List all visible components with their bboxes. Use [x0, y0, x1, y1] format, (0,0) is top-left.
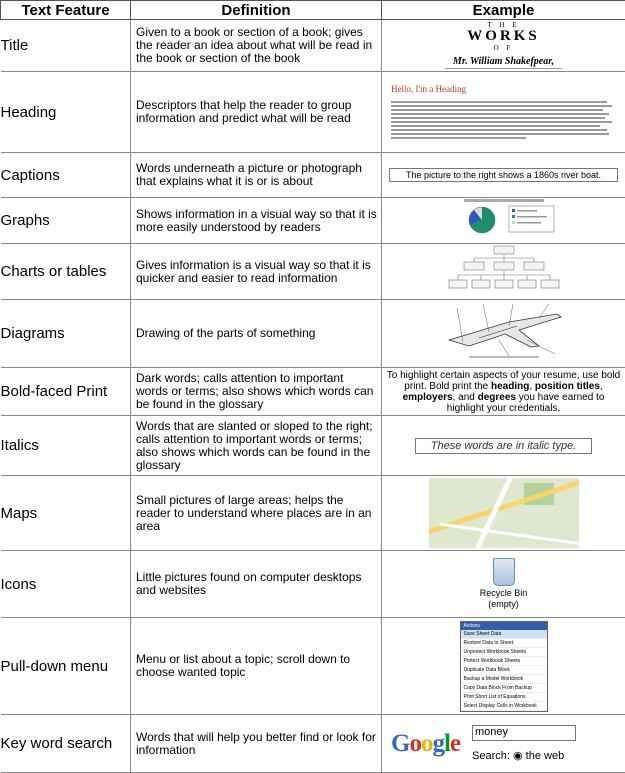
definition-cell: Shows information in a visual way so that it is more easily understood by readers [131, 198, 382, 244]
feature-cell: Heading [1, 72, 131, 153]
title-works: WORKS [385, 29, 622, 45]
table-row [1, 244, 625, 300]
definition-cell: Dark words; calls attention to important words or terms; also shows which words can be found in the glossary [131, 368, 382, 416]
google-logo: Google [391, 730, 460, 758]
heading-example [385, 82, 622, 143]
bold-print-example [385, 370, 622, 414]
table-row [1, 72, 625, 153]
table-row [1, 551, 625, 618]
bold-sep: , and [453, 392, 478, 403]
menu-item: Duplicate Data Block [461, 666, 547, 675]
menu-header: Actions [461, 622, 547, 630]
bold-text-pre: To highlight certain aspects of your resume, use bold print. Bold print the [387, 370, 620, 392]
definition-cell: Little pictures found on computer desktops and websites [131, 551, 382, 618]
example-cell [382, 551, 625, 618]
pulldown-menu-example [460, 621, 548, 712]
definition-cell: Menu or list about a topic; scroll down to choose wanted topic [131, 618, 382, 715]
definition-cell: Words underneath a picture or photograph that explains what it is or is about [131, 153, 382, 198]
example-cell [382, 416, 625, 476]
feature-cell: Title [1, 20, 131, 72]
feature-cell: Italics [1, 416, 131, 476]
header-example: Example [382, 1, 625, 20]
italic-example: These words are in italic type. [415, 438, 592, 454]
heading-example-body [391, 94, 616, 139]
recycle-bin-label: Recycle Bin [385, 588, 622, 599]
definition-cell: Drawing of the parts of something [131, 300, 382, 368]
recycle-bin-icon [493, 558, 515, 586]
header-definition: Definition [131, 1, 382, 20]
caption-example: The picture to the right shows a 1860s river boat. [389, 168, 618, 182]
example-cell [382, 244, 625, 300]
recycle-bin-state: (empty) [385, 599, 622, 610]
bold-text-post: you have earned to highlight your credentials. [447, 392, 605, 414]
bold-sep: , [600, 381, 603, 392]
bold-word: degrees [478, 392, 516, 403]
pie-graph-example [424, 198, 584, 238]
menu-item: Select Display Cells in Workbook [461, 702, 547, 711]
feature-cell: Maps [1, 476, 131, 551]
table-row [1, 300, 625, 368]
bold-word: heading [491, 381, 529, 392]
example-cell [382, 368, 625, 416]
menu-item: Copy Data Block From Backup [461, 684, 547, 693]
search-option: the web [526, 750, 565, 762]
table-row [1, 476, 625, 551]
table-row [1, 368, 625, 416]
menu-item: Protect Workbook Sheets [461, 657, 547, 666]
title-of: O F [385, 45, 622, 52]
search-panel [472, 725, 576, 762]
title-author: Mr. William Shakefpear, [445, 57, 562, 69]
header-feature: Text Feature [1, 1, 131, 20]
bold-word: employers [403, 392, 453, 403]
heading-example-title: Hello, I'm a Heading [391, 84, 616, 94]
bold-sep: , [529, 381, 535, 392]
definition-cell: Gives information is a visual way so that it is quicker and easier to read information [131, 244, 382, 300]
search-scope [472, 749, 576, 762]
definition-cell: Given to a book or section of a book; gives the reader an idea about what will be read in the book or section of the book [131, 20, 382, 72]
definition-cell: Small pictures of large areas; helps the reader to understand where places are in an area [131, 476, 382, 551]
example-cell [382, 476, 625, 551]
byline-placeholder [391, 94, 616, 99]
search-input[interactable]: money [472, 725, 576, 741]
bold-word: position titles [535, 381, 600, 392]
example-cell [382, 198, 625, 244]
title-the: T H E [385, 22, 622, 29]
table-row [1, 416, 625, 476]
feature-cell: Bold-faced Print [1, 368, 131, 416]
title-example [385, 22, 622, 69]
menu-item: Print Short List of Equations [461, 693, 547, 702]
table-row [1, 715, 625, 773]
menu-item: Unprotect Workbook Sheets [461, 648, 547, 657]
table-row [1, 153, 625, 198]
map-example [429, 478, 579, 548]
menu-item: Restore Data to Sheet [461, 639, 547, 648]
search-label: Search: [472, 750, 510, 762]
feature-cell: Pull-down menu [1, 618, 131, 715]
recycle-bin-example [385, 558, 622, 610]
keyword-search-example [385, 723, 622, 764]
example-cell [382, 300, 625, 368]
table-row [1, 20, 625, 72]
feature-cell: Diagrams [1, 300, 131, 368]
feature-cell: Key word search [1, 715, 131, 773]
example-cell [382, 153, 625, 198]
table-row [1, 198, 625, 244]
feature-cell: Graphs [1, 198, 131, 244]
feature-cell: Icons [1, 551, 131, 618]
definition-cell: Descriptors that help the reader to group information and predict what will be read [131, 72, 382, 153]
feature-cell: Charts or tables [1, 244, 131, 300]
example-cell [382, 20, 625, 72]
example-cell [382, 72, 625, 153]
feature-cell: Captions [1, 153, 131, 198]
menu-item: Save Sheet Data [461, 630, 547, 639]
example-cell [382, 715, 625, 773]
header-row [1, 1, 625, 20]
definition-cell: Words that are slanted or sloped to the right; calls attention to important words or terms; also shows which words can be found in the glossary [131, 416, 382, 476]
org-chart-example [444, 244, 564, 294]
menu-item: Backup a Model Workbook [461, 675, 547, 684]
radio-selected-icon[interactable]: ◉ [513, 750, 523, 762]
jet-diagram-example [439, 300, 569, 362]
example-cell [382, 618, 625, 715]
definition-cell: Words that will help you better find or look for information [131, 715, 382, 773]
table-row [1, 618, 625, 715]
